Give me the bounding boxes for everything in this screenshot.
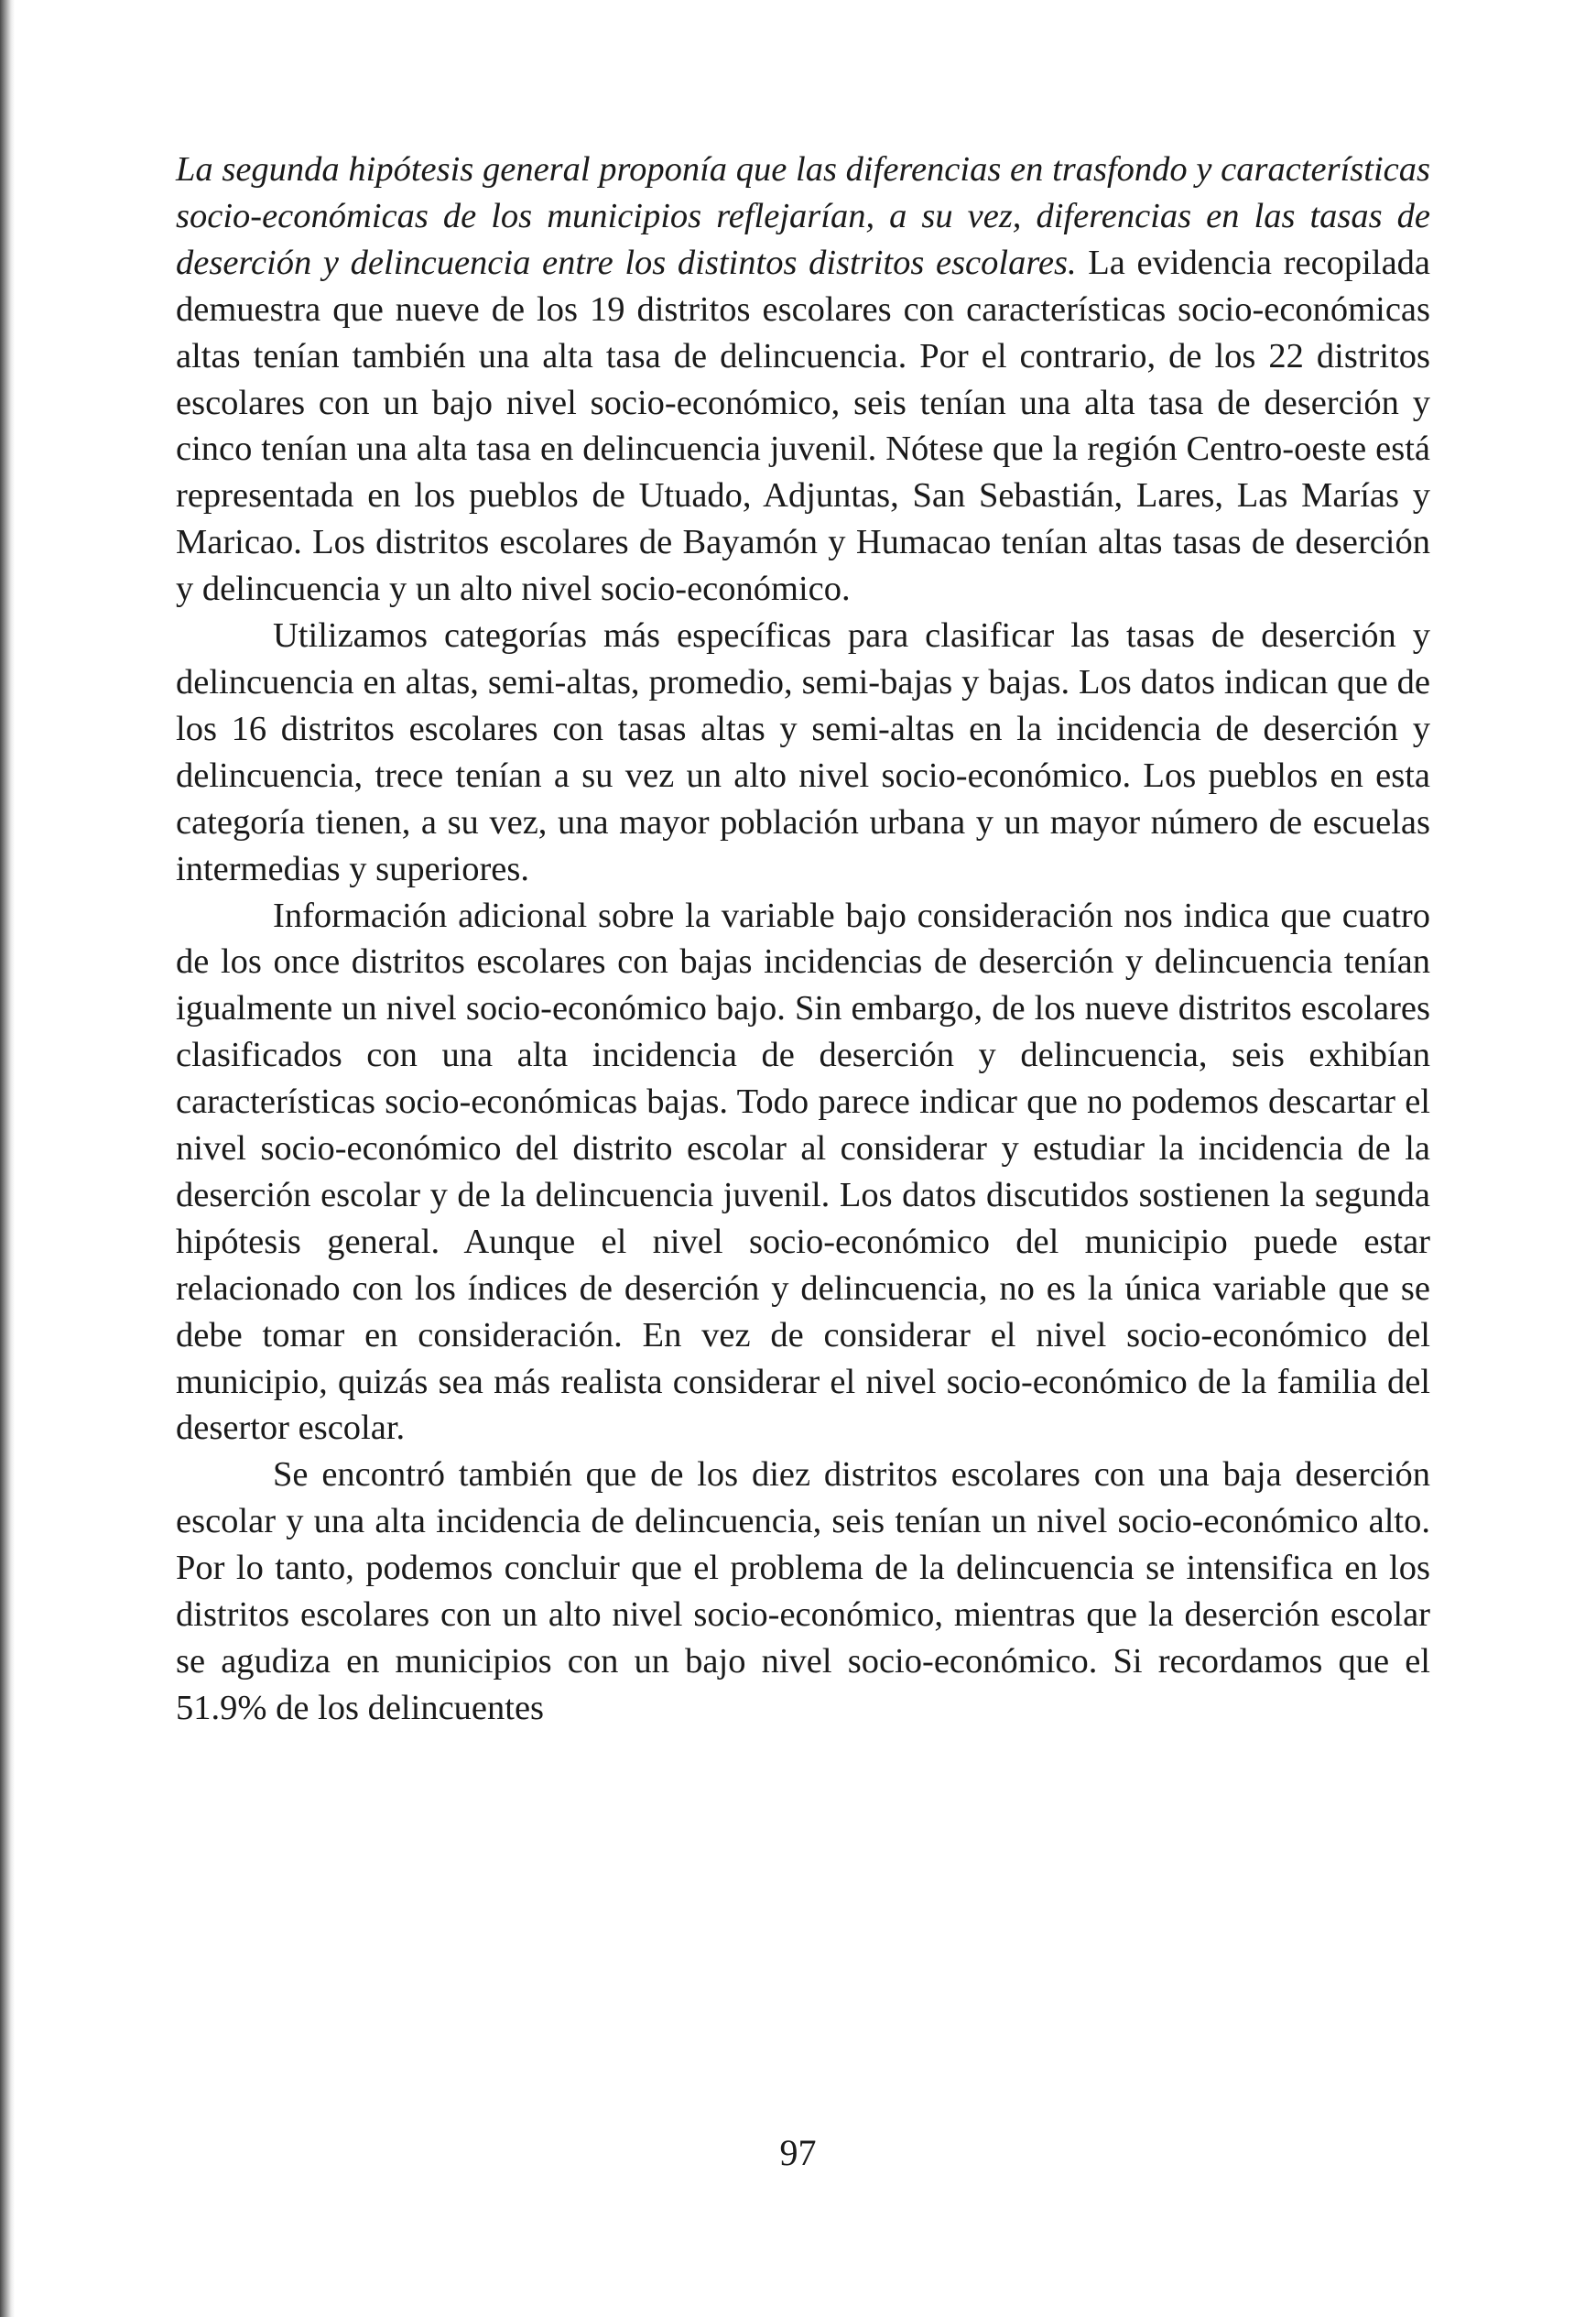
scan-page-edge (0, 0, 15, 2317)
paragraph-4: Se encontró también que de los diez distritos escolares con una baja deserción escolar y una alta incidencia de delincuencia, seis tenían un nivel socio-económico alto. Por lo tanto, podemos concluir que el problema de la delincuencia se intensifica en los distritos escolares con un alto nivel socio-económico, mientras que la deserción escolar se agudiza en municipios con un bajo nivel socio-económico. Si recordamos que el 51.9% de los delincuentes (176, 1455, 1430, 1727)
body-text (176, 147, 1430, 1732)
hypothesis-statement: La segunda hipótesis general proponía que las diferencias en trasfondo y características socio-económicas de los municipios reflejarían, a su vez, diferencias en las tasas de deserción y delincuencia entre los distintos distritos escolares. (176, 150, 1430, 282)
paragraph-3: Información adicional sobre la variable bajo consideración nos indica que cuatro de los once distritos escolares con bajas incidencias de deserción y delincuencia tenían igualmente un nivel socio-económico bajo. Sin embargo, de los nueve distritos escolares clasificados con una alta incidencia de deserción y delincuencia, seis exhibían características socio-económicas bajas. Todo parece indicar que no podemos descartar el nivel socio-económico del distrito escolar al considerar y estudiar la incidencia de la deserción escolar y de la delincuencia juvenil. Los datos discutidos sostienen la segunda hipótesis general. Aunque el nivel socio-económico del municipio puede estar relacionado con los índices de deserción y delincuencia, no es la única variable que se debe tomar en consideración. En vez de considerar el nivel socio-económico del municipio, quizás sea más realista considerar el nivel socio-económico de la familia del desertor escolar. (176, 896, 1430, 1448)
paragraph-2: Utilizamos categorías más específicas para clasificar las tasas de deserción y delincuencia en altas, semi-altas, promedio, semi-bajas y bajas. Los datos indican que de los 16 distritos escolares con tasas altas y semi-altas en la incidencia de deserción y delincuencia, trece tenían a su vez un alto nivel socio-económico. Los pueblos en esta categoría tienen, a su vez, una mayor población urbana y un mayor número de escuelas intermedias y superiores. (176, 616, 1430, 888)
paragraph-1 (176, 147, 1430, 613)
paragraph-1-text: La evidencia recopilada demuestra que nueve de los 19 distritos escolares con características socio-económicas altas tenían también una alta tasa de delincuencia. Por el contrario, de los 22 distritos escolares con un bajo nivel socio-económico, seis tenían una alta tasa de deserción y cinco tenían una alta tasa en delincuencia juvenil. Nótese que la región Centro-oeste está representada en los pueblos de Utuado, Adjuntas, San Sebastián, Lares, Las Marías y Maricao. Los distritos escolares de Bayamón y Humacao tenían altas tasas de deserción y delincuencia y un alto nivel socio-económico. (176, 243, 1430, 609)
page-number: 97 (779, 2132, 817, 2173)
